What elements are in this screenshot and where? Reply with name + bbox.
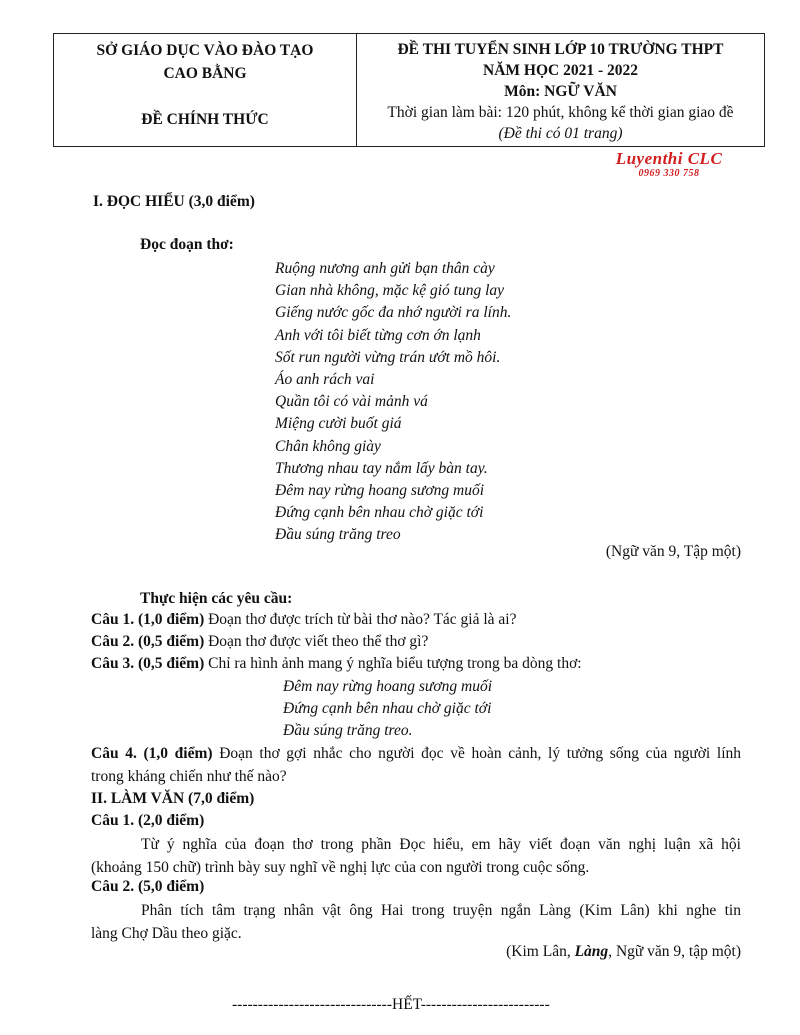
question-1 — [91, 611, 516, 629]
essay-1-prompt — [91, 834, 741, 879]
essay-1-label: Câu 1. (2,0 điểm) — [91, 812, 205, 829]
essay-1-line1: Từ ý nghĩa của đoạn thơ trong phần Đọc hiểu, em hãy viết đoạn văn nghị luận xã hội — [141, 836, 741, 853]
exam-header — [53, 33, 765, 147]
question-2-text: Đoạn thơ được viết theo thể thơ gì? — [204, 633, 429, 650]
poem-source: (Ngữ văn 9, Tập một) — [605, 543, 741, 560]
department-name: SỞ GIÁO DỤC VÀO ĐÀO TẠO — [96, 42, 314, 59]
quote-line: Đêm nay rừng hoang sương muối — [283, 678, 493, 695]
section1-heading: I. ĐỌC HIỂU (3,0 điểm) — [93, 193, 255, 210]
essay-1-line2: (khoảng 150 chữ) trình bày suy nghĩ về nghị lực của con người trong cuộc sống. — [91, 858, 590, 876]
question-4-label: Câu 4. (1,0 điểm) — [91, 745, 213, 762]
poem — [275, 258, 511, 547]
poem-line: Đêm nay rừng hoang sương muối — [275, 482, 485, 500]
watermark-name: Luyenthi CLC — [615, 149, 723, 168]
question-4-line1 — [91, 743, 741, 766]
header-left-cell — [54, 34, 357, 146]
watermark-logo — [594, 149, 744, 179]
quote-line: Đầu súng trăng treo. — [283, 722, 413, 740]
watermark-phone: 0969 330 758 — [638, 168, 700, 179]
essay-2-prompt — [91, 900, 741, 945]
poem-line: Đầu súng trăng treo — [275, 526, 401, 544]
essay-2-line2: làng Chợ Dầu theo giặc. — [91, 924, 242, 942]
poem-line: Ruộng nương anh gửi bạn thân cày — [275, 260, 495, 277]
poem-line: Áo anh rách vai — [275, 371, 375, 389]
province-name: CAO BẰNG — [163, 65, 247, 82]
school-year: NĂM HỌC 2021 - 2022 — [483, 62, 638, 79]
essay-2-source-pre: (Kim Lân, — [506, 943, 575, 960]
question-1-label: Câu 1. (1,0 điểm) — [91, 611, 205, 628]
question-2-label: Câu 2. (0,5 điểm) — [91, 633, 205, 650]
quote-line: Đứng cạnh bên nhau chờ giặc tới — [283, 700, 492, 718]
question-1-text: Đoạn thơ được trích từ bài thơ nào? Tác giả là ai? — [204, 611, 517, 628]
question-4 — [91, 743, 741, 788]
time-limit: Thời gian làm bài: 120 phút, không kể thời gian giao đề — [387, 104, 734, 121]
spacer — [54, 85, 356, 108]
question-3-label: Câu 3. (0,5 điểm) — [91, 655, 205, 672]
question-3 — [91, 655, 582, 673]
exam-title: ĐỀ THI TUYỂN SINH LỚP 10 TRƯỜNG THPT — [397, 41, 724, 58]
poem-line: Giếng nước gốc đa nhớ người ra lính. — [275, 304, 512, 322]
question-4-text: Đoạn thơ gợi nhắc cho người đọc về hoàn cảnh, lý tưởng sống của người lính — [212, 745, 741, 762]
poem-intro: Đọc đoạn thơ: — [140, 236, 234, 253]
essay-2-source-title: Làng — [574, 943, 609, 960]
poem-line: Quần tôi có vài mảnh vá — [275, 393, 428, 411]
essay-2-label: Câu 2. (5,0 điểm) — [91, 878, 205, 895]
poem-line: Miệng cười buốt giá — [275, 415, 402, 433]
header-right-cell — [357, 34, 764, 146]
official-label: ĐỀ CHÍNH THỨC — [141, 111, 269, 128]
section2-heading: II. LÀM VĂN (7,0 điểm) — [91, 790, 255, 807]
essay-2-source — [506, 943, 741, 961]
poem-line: Chân không giày — [275, 437, 381, 455]
poem-line: Gian nhà không, mặc kệ gió tung lay — [275, 282, 505, 300]
poem-line: Sốt run người vừng trán ướt mồ hôi. — [275, 348, 501, 366]
poem-line: Thương nhau tay nắm lấy bàn tay. — [275, 459, 488, 477]
page-count: (Đề thi có 01 trang) — [498, 125, 623, 142]
question-3-quote — [283, 676, 492, 743]
poem-line: Đứng cạnh bên nhau chờ giặc tới — [275, 504, 484, 522]
question-2 — [91, 633, 428, 651]
tasks-heading: Thực hiện các yêu cầu: — [140, 590, 293, 607]
poem-line: Anh với tôi biết từng cơn ớn lạnh — [275, 326, 481, 344]
essay-2-line1: Phân tích tâm trạng nhân vật ông Hai trong truyện ngắn Làng (Kim Lân) khi nghe tin — [141, 902, 741, 919]
question-4-line2: trong kháng chiến như thế nào? — [91, 767, 287, 785]
end-mark: -------------------------------HẾT------------------------- — [232, 996, 550, 1013]
subject: Môn: NGỮ VĂN — [504, 83, 617, 100]
question-3-text: Chỉ ra hình ảnh mang ý nghĩa biểu tượng trong ba dòng thơ: — [204, 655, 582, 672]
essay-2-source-post: , Ngữ văn 9, tập một) — [608, 943, 741, 960]
